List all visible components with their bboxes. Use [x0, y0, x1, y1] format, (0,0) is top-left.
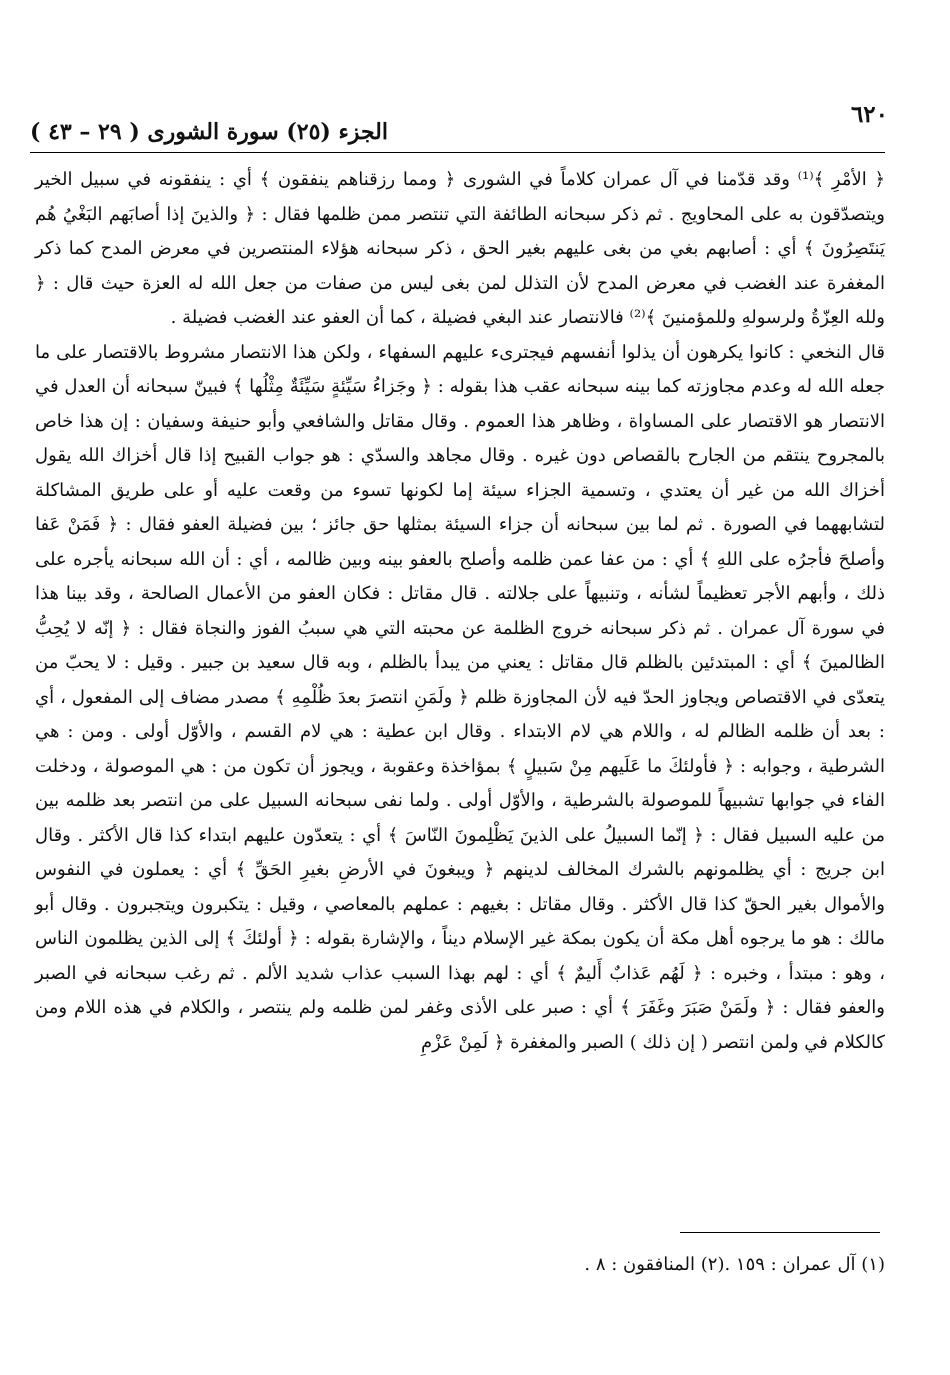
- page-number: ٦٢٠: [850, 101, 888, 128]
- running-head: الجزء (٢٥) سورة الشورى ( ٢٩ – ٤٣ ): [30, 119, 388, 145]
- paragraph-2: قال النخعي : كانوا يكرهون أن يذلوا أنفسهم فيجترىء عليهم السفهاء ، ولكن هذا الانتصار مشروط بالاقتصار على ما جعله الله له وعدم مجاوزته كما بينه سبحانه عقب هذا بقوله : ﴿ وجَزاءُ سَيِّئةٍ سَيِّئَةٌ مِثْلُها ﴾ فبينّ سبحانه أن العدل في الانتصار هو الاقتصار على المساواة ، وظاهر هذا العموم . وقال مقاتل والشافعي وأبو حنيفة وسفيان : إن هذا خاص بالمجروح ينتقم من الجارح بالقصاص دون غيره . وقال مجاهد والسدّي : هو جواب القبيح إذا قال أخزاك الله يقول أخزاك الله من غير أن يعتدي ، وتسمية الجزاء سيئة إما لكونها تسوء من وقعت عليه أو على طريق المشاكلة لتشابههما في الصورة . ثم لما بين سبحانه أن جزاء السيئة بمثلها حق جائز ؛ بين فضيلة العفو فقال : ﴿ فَمَنْ عَفا وأصلحَ فأجرُه على اللهِ ﴾ أي : من عفا عمن ظلمه وأصلح بالعفو بينه وبين ظالمه ، أي : أن الله سبحانه يأجره على ذلك ، وأبهم الأجر تعظيماً لشأنه ، وتنبيهاً على جلالته . قال مقاتل : فكان العفو من الأعمال الصالحة ، وقد بينا هذا في سورة آل عمران . ثم ذكر سبحانه خروج الظلمة عن محبته التي هي سببُ الفوز والنجاة فقال : ﴿ إنّه لا يُحِبُّ الظالمينَ ﴾ أي : المبتدئين بالظلم قال مقاتل : يعني من يبدأ بالظلم ، وبه قال سعيد بن جبير . وقيل : لا يحبّ من يتعدّى في الاقتصاص ويجاوز الحدّ فيه لأن المجاوزة ظلم ﴿ ولَمَنِ انتصرَ بعدَ ظُلْمِهِ ﴾ مصدر مضاف إلى المفعول ، أي : بعد أن ظلمه الظالم له ، واللام هي لام الابتداء . وقال ابن عطية : هي لام القسم ، والأوّل أولى . ومن : هي الشرطية ، وجوابه : ﴿ فأولئكَ ما عَلَيهم مِنْ سَبيلٍ ﴾ بمؤاخذة وعقوبة ، ويجوز أن تكون من : هي الموصولة ، ودخلت الفاء في جوابها تشبيهاً للموصولة بالشرطية ، والأوّل أولى . ولما نفى سبحانه السبيل على من انتصر بعد ظلمه بين من عليه السبيل فقال : ﴿ إنّما السبيلُ على الذينَ يَظْلِمونَ النّاسَ ﴾ أي : يتعدّون عليهم ابتداء كذا قال الأكثر . وقال ابن جريج : أي يظلمونهم بالشرك المخالف لدينهم ﴿ ويبغونَ في الأرضِ بغيرِ الحَقِّ ﴾ أي : يعملون في النفوس والأموال بغير الحقّ كذا قال الأكثر . وقال مقاتل : بغيهم : عملهم بالمعاصي ، وقيل : يتكبرون ويتجبرون . وقال أبو مالك : هو ما يرجوه أهل مكة أن يكون بمكة غير الإسلام ديناً ، والإشارة بقوله : ﴿ أولئكَ ﴾ إلى الذين يظلمون الناس ، وهو : مبتدأ ، وخبره : ﴿ لَهُم عَذابٌ أَليمٌ ﴾ أي : لهم بهذا السبب عذاب شديد الألم . ثم رغب سبحانه في الصبر والعفو فقال : ﴿ ولَمَنْ صَبَرَ وغَفَرَ ﴾ أي : صبر على الأذى وغفر لمن ظلمه ولم ينتصر ، والكلام في هذه اللام ومن كالكلام في ولمن انتصر ( إن ذلك ) الصبر والمغفرة ﴿ لَمِنْ عَزْمِ: [35, 341, 886, 1053]
- footnote-rule: [680, 1232, 880, 1233]
- footnotes: (١) آل عمران : ١٥٩ .(٢) المنافقون : ٨ .: [584, 1254, 885, 1275]
- body-text: [35, 163, 885, 1060]
- header-rule: [30, 152, 885, 153]
- paragraph-1: ﴿ الأمْرِ ﴾⁽¹⁾ وقد قدّمنا في آل عمران كلاماً في الشورى ﴿ ومما رزقناهم ينفقون ﴾ أي : ينفقونه في سبيل الخير ويتصدّقون به على المحاويج . ثم ذكر سبحانه الطائفة التي تنتصر ممن ظلمها فقال : ﴿ والذينَ إذا أصابَهم البَغْيُ هُم يَنتَصِرُونَ ﴾ أي : أصابهم بغي من بغى عليهم بغير الحق ، ذكر سبحانه هؤلاء المنتصرين في معرض المدح كما ذكر المغفرة عند الغضب في معرض المدح لأن التذلل لمن بغى ليس من صفات من جعل الله له العزة حيث قال : ﴿ ولله العِزّةُ ولرسولهِ وللمؤمنينَ ﴾⁽²⁾ فالانتصار عند البغي فضيلة ، كما أن العفو عند الغضب فضيلة .: [35, 169, 885, 328]
